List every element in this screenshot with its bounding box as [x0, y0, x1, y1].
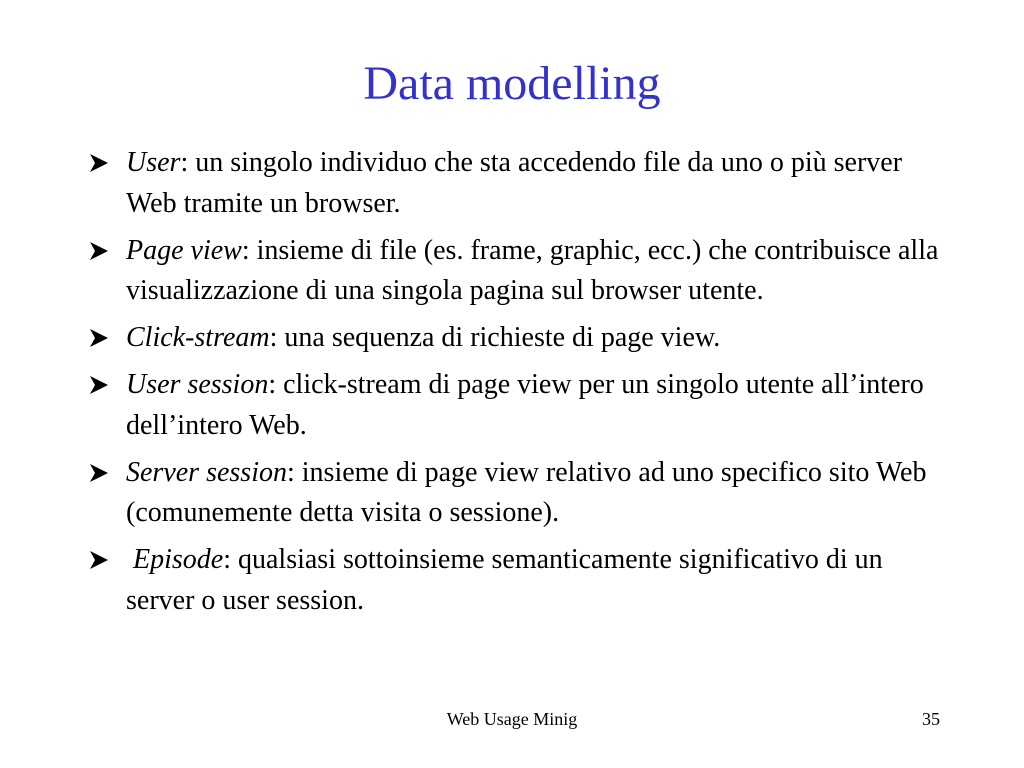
arrowhead-bullet-icon: [88, 240, 110, 262]
arrowhead-bullet-icon: [88, 462, 110, 484]
bullet-text: : click-stream di page view per un singolo utente all’intero dell’intero Web.: [126, 369, 924, 441]
bullet-term: User: [126, 147, 181, 178]
bullet-list: [88, 143, 948, 628]
page-number: 35: [922, 709, 940, 729]
bullet-term: Server session: [126, 456, 287, 488]
bullet-term: User session: [126, 369, 269, 400]
arrowhead-bullet-icon: [88, 549, 110, 571]
bullet-term: Click-stream: [126, 322, 270, 353]
footer-title: Web Usage Minig: [446, 709, 578, 729]
bullet-text: : insieme di page view relativo ad uno specifico sito Web (comunemente detta visita o sessione).: [126, 456, 927, 528]
bullet-item-episode: [88, 540, 948, 621]
bullet-item-user-session: [88, 365, 948, 446]
bullet-item-server-session: [88, 453, 948, 534]
slide-title: Data modelling: [363, 57, 661, 110]
bullet-item-click-stream: [88, 318, 948, 359]
arrowhead-bullet-icon: [88, 327, 110, 349]
bullet-term: Page view: [126, 234, 242, 266]
bullet-term: Episode: [133, 544, 224, 575]
bullet-item-user: [88, 143, 948, 224]
bullet-text: : qualsiasi sottoinsieme semanticamente significativo di un server o user session.: [126, 544, 883, 616]
bullet-text: : una sequenza di richieste di page view.: [269, 322, 721, 353]
bullet-item-page-view: [88, 231, 948, 312]
bullet-text: : un singolo individuo che sta accedendo file da uno o più server Web tramite un browser.: [126, 147, 903, 219]
arrowhead-bullet-icon: [88, 152, 110, 174]
bullet-text: : insieme di file (es. frame, graphic, ecc.) che contribuisce alla visualizzazione di una singola pagina sul browser utente.: [126, 234, 939, 306]
arrowhead-bullet-icon: [88, 374, 110, 396]
